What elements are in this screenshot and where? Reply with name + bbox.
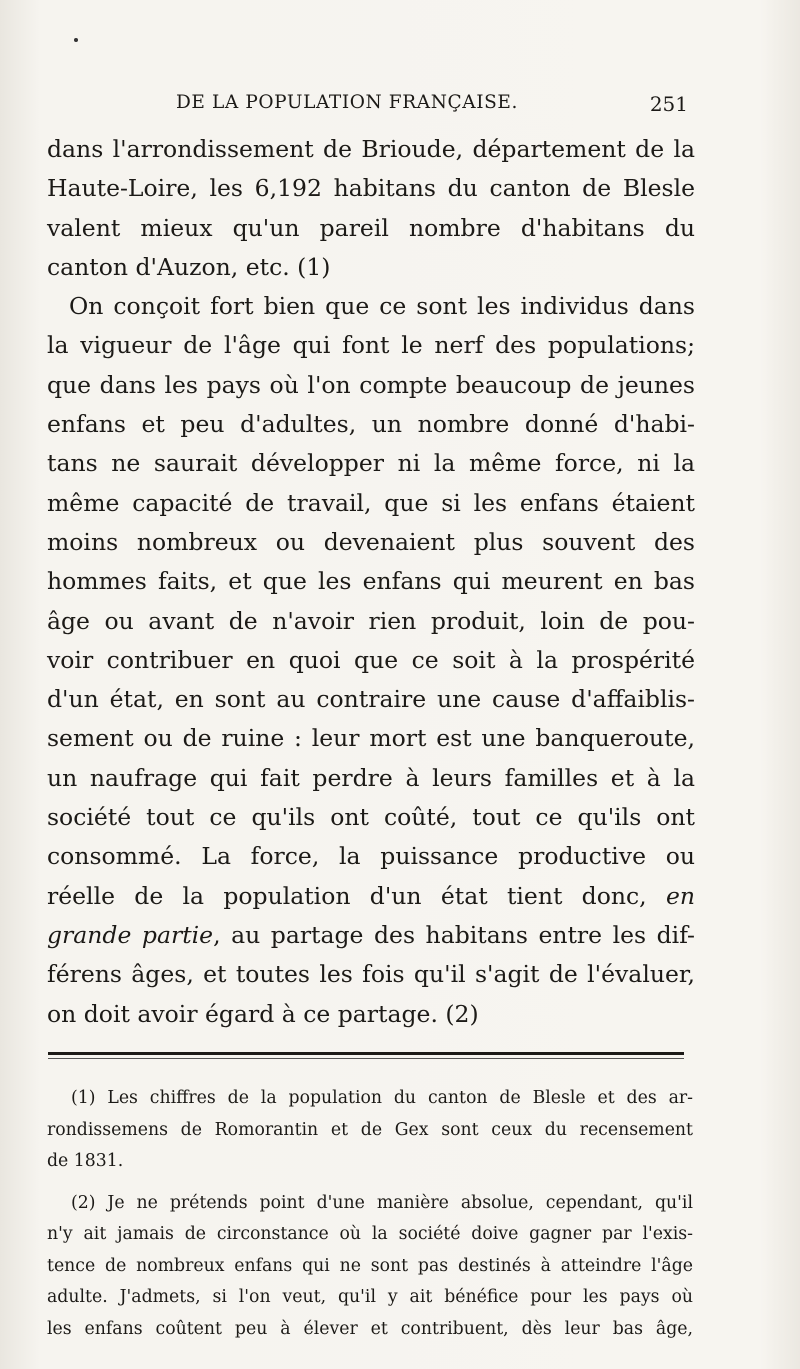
footnote-rule-thin <box>48 1058 684 1059</box>
text-line: canton d'Auzon, etc. (1) <box>47 252 331 281</box>
footnote-2-line: n'y ait jamais de circonstance où la société doive gagner par l'exis- <box>47 1224 693 1244</box>
text-line: même capacité de travail, que si les enfans étaient <box>47 488 695 517</box>
text-line: sement ou de ruine : leur mort est une banqueroute, <box>47 724 695 753</box>
text-segment: , au partage des habitans entre les dif- <box>213 920 696 949</box>
footnote-1-line: (1) Les chiffres de la population du canton de Blesle et des ar- <box>71 1088 693 1108</box>
page-number: 251 <box>649 92 688 116</box>
text-line: consommé. La force, la puissance productive ou <box>47 842 695 871</box>
text-line: valent mieux qu'un pareil nombre d'habitans du <box>47 213 695 242</box>
text-line: tans ne saurait développer ni la même force, ni la <box>47 449 695 478</box>
footnotes <box>47 1083 693 1345</box>
text-line: que dans les pays où l'on compte beaucoup de jeunes <box>47 370 695 399</box>
text-line: Haute-Loire, les 6,192 habitans du canton de Blesle <box>47 174 695 203</box>
text-line: férens âges, et toutes les fois qu'il s'agit de l'évaluer, <box>47 960 695 989</box>
footnote-2-line: les enfans coûtent peu à élever et contribuent, dès leur bas âge, <box>47 1318 693 1339</box>
footnote-2-line: tence de nombreux enfans qui ne sont pas destinés à atteindre l'âge <box>47 1255 693 1276</box>
text-line: société tout ce qu'ils ont coûté, tout ce qu'ils ont <box>47 803 695 832</box>
text-line: voir contribuer en quoi que ce soit à la prospérité <box>47 645 695 674</box>
text-line: dans l'arrondissement de Brioude, département de la <box>47 135 695 163</box>
footnote-1-line: rondissemens de Romorantin et de Gex sont ceux du recensement <box>47 1119 693 1140</box>
text-line-with-italic <box>47 877 695 916</box>
ink-speck <box>74 38 78 42</box>
footnote-2-line: (2) Je ne prétends point d'une manière absolue, cependant, qu'il <box>71 1192 693 1213</box>
text-line: moins nombreux ou devenaient plus souvent des <box>47 527 695 556</box>
text-line: hommes faits, et que les enfans qui meurent en bas <box>47 567 695 596</box>
footnote-rule <box>48 1052 684 1055</box>
text-line: la vigueur de l'âge qui font le nerf des populations; <box>47 331 695 360</box>
text-line: âge ou avant de n'avoir rien produit, loin de pou- <box>47 606 695 635</box>
text-segment: réelle de la population d'un état tient donc, <box>47 881 647 910</box>
footnote-1-line: de 1831. <box>47 1151 124 1171</box>
text-line: on doit avoir égard à ce partage. (2) <box>47 999 479 1028</box>
running-title: DE LA POPULATION FRANÇAISE. <box>176 92 518 113</box>
italic-phrase: grande partie <box>47 920 214 949</box>
text-line: d'un état, en sont au contraire une cause d'affaiblis- <box>47 685 695 714</box>
text-line <box>47 916 695 955</box>
text-line: On conçoit fort bien que ce sont les individus dans <box>69 292 695 321</box>
text-line: enfans et peu d'adultes, un nombre donné d'habi- <box>47 410 695 439</box>
main-text <box>47 130 695 1034</box>
text-line: un naufrage qui fait perdre à leurs familles et à la <box>47 763 695 792</box>
page-header <box>48 92 688 122</box>
footnote-2-line: adulte. J'admets, si l'on veut, qu'il y ait bénéfice pour les pays où <box>47 1287 693 1307</box>
italic-word: en <box>665 881 695 910</box>
